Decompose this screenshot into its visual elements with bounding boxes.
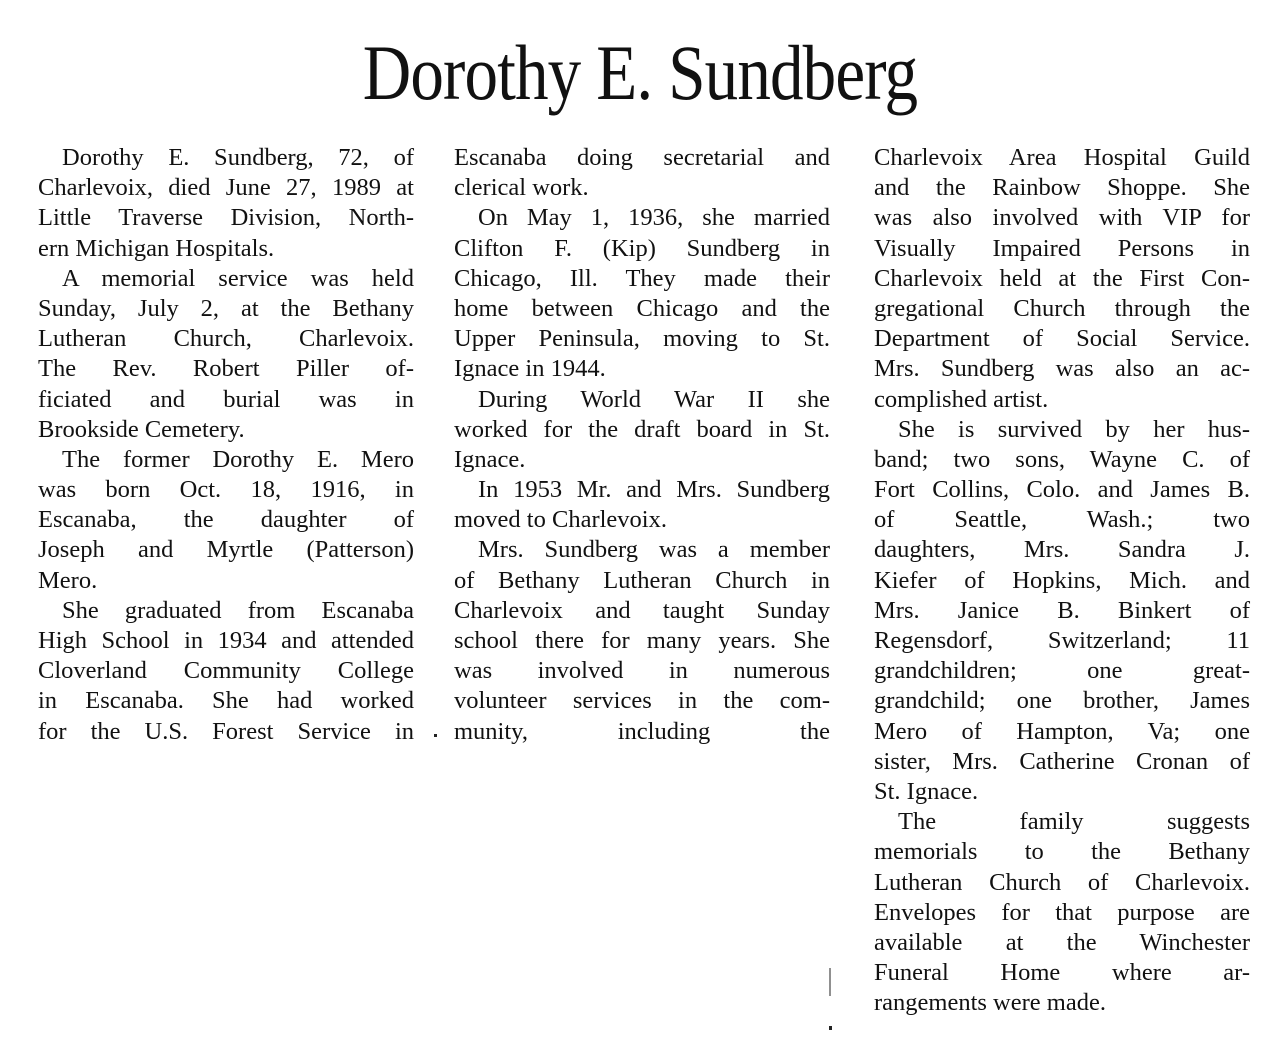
text-line: school there for many years. She — [454, 627, 830, 654]
text-line: Charlevoix Area Hospital Guild — [874, 144, 1250, 171]
text-line: St. Ignace. — [874, 777, 979, 805]
text-line: sister, Mrs. Catherine Cronan of — [874, 747, 1250, 775]
text-line: Lutheran Church of Charlevoix. — [874, 868, 1250, 896]
text-line: of Seattle, Wash.; two — [874, 506, 1250, 534]
text-line: Mero of Hampton, Va; one — [874, 717, 1250, 745]
text-line: Ignace in 1944. — [454, 355, 606, 383]
text-line: Lutheran Church, Charlevoix. — [38, 325, 414, 353]
text-line: Sunday, July 2, at the Bethany — [38, 294, 414, 322]
paragraph — [38, 445, 414, 596]
text-line: Chicago, Ill. They made their — [454, 264, 830, 292]
text-line: The former Dorothy E. Mero — [62, 445, 414, 473]
text-line: of Bethany Lutheran Church in — [454, 566, 830, 594]
text-line: Regensdorf, Switzerland; 11 — [874, 627, 1250, 654]
text-line: The Rev. Robert Piller of- — [38, 355, 414, 383]
text-line: During World War II she — [478, 385, 830, 413]
text-column-3 — [874, 143, 1250, 1018]
text-line: in Escanaba. She had worked — [38, 687, 414, 715]
text-line: Kiefer of Hopkins, Mich. and — [874, 566, 1250, 594]
text-line: munity, including the — [454, 717, 830, 745]
text-line: ficiated and burial was in — [38, 385, 414, 413]
text-line: available at the Winchester — [874, 928, 1250, 956]
text-line: Little Traverse Division, North- — [38, 204, 414, 232]
text-line: grandchild; one brother, James — [874, 687, 1250, 715]
paragraph — [874, 807, 1250, 1018]
text-line: Mero. — [38, 566, 98, 594]
text-line: Department of Social Service. — [874, 325, 1250, 353]
text-line: On May 1, 1936, she married — [478, 204, 830, 232]
text-line: was also involved with VIP for — [874, 204, 1250, 232]
paragraph — [454, 143, 830, 203]
text-line: She is survived by her hus- — [898, 415, 1250, 443]
text-line: Escanaba, the daughter of — [38, 506, 414, 534]
text-column-2 — [454, 143, 830, 747]
text-line: for the U.S. Forest Service in — [38, 717, 414, 745]
text-line: Charlevoix and taught Sunday — [454, 596, 830, 624]
paragraph — [454, 535, 830, 746]
text-line: moved to Charlevoix. — [454, 506, 667, 534]
text-line: Clifton F. (Kip) Sundberg in — [454, 234, 830, 262]
scan-speck — [434, 734, 437, 737]
obituary-headline: Dorothy E. Sundberg — [362, 29, 918, 116]
text-line: Joseph and Myrtle (Patterson) — [38, 536, 414, 564]
paragraph — [38, 143, 414, 264]
text-line: Mrs. Sundberg was also an ac- — [874, 355, 1250, 383]
text-line: volunteer services in the com- — [454, 687, 830, 715]
text-line: was born Oct. 18, 1916, in — [38, 476, 414, 504]
text-line: Cloverland Community College — [38, 657, 414, 685]
text-line: daughters, Mrs. Sandra J. — [874, 536, 1250, 564]
text-line: Charlevoix held at the First Con- — [874, 264, 1250, 292]
paragraph — [454, 385, 830, 476]
text-line: In 1953 Mr. and Mrs. Sundberg — [478, 476, 830, 504]
text-line: Ignace. — [454, 445, 526, 473]
paragraph — [874, 143, 1250, 415]
text-line: clerical work. — [454, 174, 589, 202]
paragraph — [454, 203, 830, 384]
paragraph — [454, 475, 830, 535]
text-column-1 — [38, 143, 414, 747]
paragraph — [38, 596, 414, 747]
text-line: was involved in numerous — [454, 657, 830, 685]
text-line: Brookside Cemetery. — [38, 415, 245, 443]
paragraph — [874, 415, 1250, 807]
text-line: rangements were made. — [874, 989, 1106, 1017]
text-line: Visually Impaired Persons in — [874, 234, 1250, 262]
text-line: complished artist. — [874, 385, 1049, 413]
text-line: memorials to the Bethany — [874, 838, 1250, 866]
text-line: Escanaba doing secretarial and — [454, 144, 830, 171]
text-line: Funeral Home where ar- — [874, 959, 1250, 987]
text-line: A memorial service was held — [62, 264, 414, 292]
scan-speck — [829, 968, 831, 996]
text-line: Mrs. Sundberg was a member — [478, 536, 830, 564]
scan-speck — [829, 1026, 832, 1030]
text-line: ern Michigan Hospitals. — [38, 234, 275, 262]
text-line: Envelopes for that purpose are — [874, 898, 1250, 926]
text-line: Fort Collins, Colo. and James B. — [874, 476, 1250, 504]
text-line: grandchildren; one great- — [874, 657, 1250, 685]
text-line: Charlevoix, died June 27, 1989 at — [38, 174, 414, 202]
text-line: She graduated from Escanaba — [62, 596, 414, 624]
paragraph — [38, 264, 414, 445]
text-line: and the Rainbow Shoppe. She — [874, 174, 1250, 202]
text-line: worked for the draft board in St. — [454, 415, 830, 443]
text-line: gregational Church through the — [874, 294, 1250, 322]
text-line: Dorothy E. Sundberg, 72, of — [62, 144, 414, 171]
text-line: band; two sons, Wayne C. of — [874, 445, 1250, 473]
text-line: Upper Peninsula, moving to St. — [454, 325, 830, 353]
text-line: Mrs. Janice B. Binkert of — [874, 596, 1250, 624]
text-line: The family suggests — [898, 808, 1250, 836]
text-line: home between Chicago and the — [454, 294, 830, 322]
text-line: High School in 1934 and attended — [38, 627, 414, 654]
